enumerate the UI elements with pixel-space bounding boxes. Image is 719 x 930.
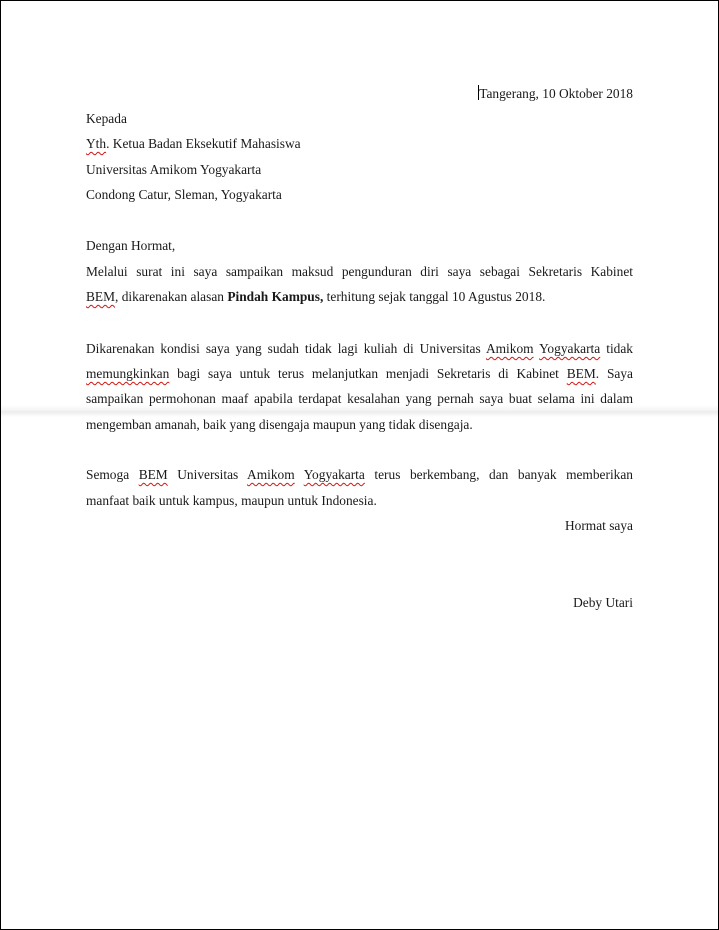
recipient-address: Condong Catur, Sleman, Yogyakarta <box>86 187 282 202</box>
spellcheck-word[interactable]: Yogyakarta <box>303 467 365 482</box>
greeting: Dengan Hormat, <box>86 238 176 253</box>
spellcheck-word[interactable]: Yogyakarta <box>539 341 601 356</box>
paragraph3-line1: Semoga BEM Universitas Amikom Yogyakarta terus berkembang, dan banyak memberikan <box>86 467 633 482</box>
recipient-university: Universitas Amikom Yogyakarta <box>86 162 262 177</box>
paragraph2-line2: memungkinkan bagi saya untuk terus melanjutkan menjadi Sekretaris di Kabinet BEM. Saya <box>86 366 633 381</box>
spellcheck-word[interactable]: BEM <box>86 289 116 304</box>
signature-name: Deby Utari <box>573 595 633 610</box>
paragraph1-line1: Melalui surat ini saya sampaikan maksud pengunduran diri saya sebagai Sekretaris Kabinet <box>86 264 633 279</box>
letter-date-line <box>86 84 633 104</box>
recipient-title: Yth. Ketua Badan Eksekutif Mahasiswa <box>86 136 301 151</box>
paragraph2-line1: Dikarenakan kondisi saya yang sudah tidak lagi kuliah di Universitas Amikom Yogyakarta tidak <box>86 341 633 356</box>
paragraph2-line3: sampaikan permohonan maaf apabila terdapat kesalahan yang pernah saya buat selama ini dalam <box>86 391 633 406</box>
recipient-to: Kepada <box>86 111 127 126</box>
spellcheck-word[interactable]: memungkinkan <box>86 366 170 381</box>
closing: Hormat saya <box>564 518 633 533</box>
spellcheck-word[interactable]: BEM <box>138 467 168 482</box>
letter-date: Tangerang, 10 Oktober 2018 <box>479 86 633 101</box>
spellcheck-word[interactable]: BEM <box>566 366 596 381</box>
resignation-reason: Pindah Kampus, <box>227 289 324 304</box>
paragraph2-line4: mengemban amanah, baik yang disengaja maupun yang tidak disengaja. <box>86 417 473 432</box>
paragraph3-line2: manfaat baik untuk kampus, maupun untuk Indonesia. <box>86 493 377 508</box>
spellcheck-word[interactable]: Yth <box>86 136 107 151</box>
paragraph1-line2: BEM, dikarenakan alasan Pindah Kampus, terhitung sejak tanggal 10 Agustus 2018. <box>86 289 546 304</box>
spellcheck-word[interactable]: Amikom <box>247 467 295 482</box>
spellcheck-word[interactable]: Amikom <box>485 341 534 356</box>
